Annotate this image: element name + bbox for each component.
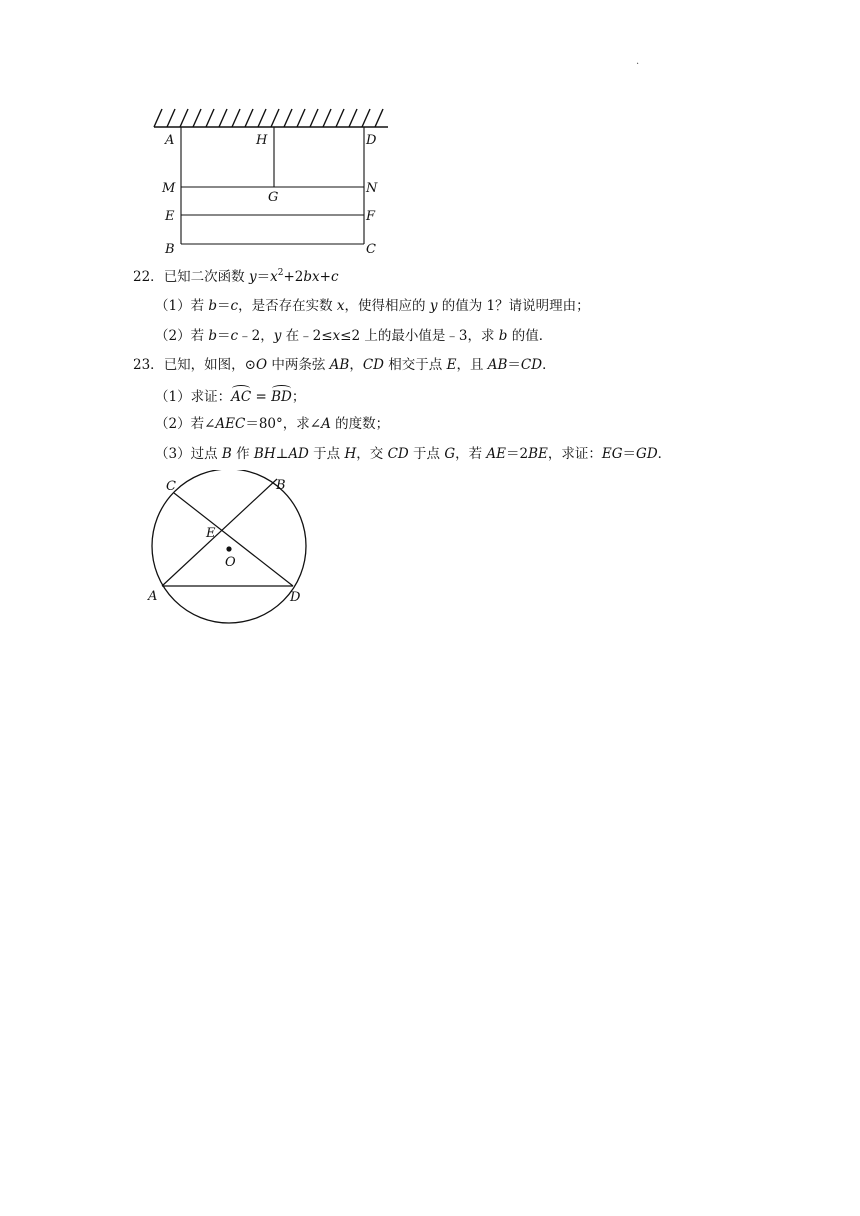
label-D: D [366,133,377,148]
label-H: H [256,133,268,148]
label-C: C [366,242,376,257]
q22-stem: 22．已知二次函数 $y=x^2+2bx+c$ [133,268,339,285]
label-O: O [225,555,236,570]
label-N: N [366,181,378,196]
label-G: G [268,190,279,205]
label-A: A [148,589,158,604]
q22-part2: （2）若 b＝c﹣2，y 在﹣2≤x≤2 上的最小值是﹣3，求 b 的值． [155,328,553,344]
q22-part1: （1）若 b＝c，是否存在实数 x，使得相应的 y 的值为 1？请说明理由； [155,298,590,314]
label-E: E [206,526,216,541]
q23-part3: （3）过点 B 作 BH⊥AD 于点 H，交 CD 于点 G，若 AE＝2BE，求证：EG＝GD． [155,446,672,462]
figure-rectangle [148,104,398,258]
arc-ac: AC [231,386,251,406]
label-A: A [165,133,175,148]
arc-bd: BD [271,386,292,406]
label-D: D [290,590,301,605]
label-B: B [276,478,286,493]
page-dot: . [636,56,640,67]
figure-circle [140,470,320,630]
label-F: F [366,209,376,224]
label-E: E [165,209,175,224]
label-B: B [165,242,175,257]
q23-stem: 23．已知，如图，⊙O 中两条弦 AB，CD 相交于点 E，且 AB＝CD． [133,357,556,373]
label-C: C [166,479,176,494]
q23-part2: （2）若∠AEC＝80°，求∠A 的度数； [155,416,390,432]
q23-part1: （1）求证：AC = BD； [155,386,305,406]
label-M: M [162,181,176,196]
